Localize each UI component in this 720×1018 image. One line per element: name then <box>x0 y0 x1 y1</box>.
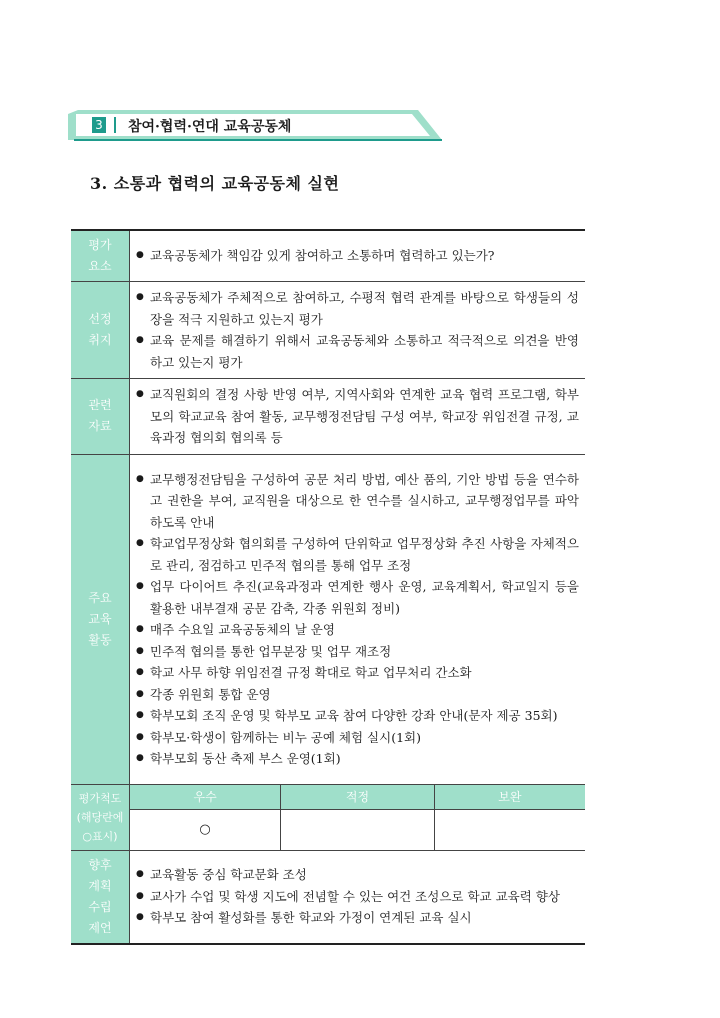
list-item: ● 교직원회의 결정 사항 반영 여부, 지역사회와 연계한 교육 협력 프로그램, 학부모의 학교교육 참여 활동, 교무행정전담팀 구성 여부, 학교장 위임전결 규정, 교육과정 협의회 협의록 등 <box>136 384 579 449</box>
list-item: ● 교육공동체가 책임감 있게 참여하고 소통하며 협력하고 있는가? <box>136 245 579 267</box>
list-item: ● 교무행정전담팀을 구성하여 공문 처리 방법, 예산 품의, 기안 방법 등을 연수하고 권한을 부여, 교직원을 대상으로 한 연수를 실시하고, 교무행정업무를 파악하도록 안내 <box>136 469 579 534</box>
list-item: ● 학부모회 조직 운영 및 학부모 교육 참여 다양한 강좌 안내(문자 제공 35회) <box>136 705 579 727</box>
list-item: ● 매주 수요일 교육공동체의 날 운영 <box>136 619 579 641</box>
table-row <box>71 230 585 282</box>
row-content <box>130 230 586 282</box>
rating-content <box>130 784 586 850</box>
row-label: 주요 교육 활동 <box>71 454 130 784</box>
page-heading: 3. 소통과 협력의 교육공동체 실현 <box>90 174 340 193</box>
table-row <box>71 454 585 784</box>
row-content <box>130 379 586 455</box>
list-item: ● 학교업무정상화 협의회를 구성하여 단위학교 업무정상화 추진 사항을 자체적으로 관리, 점검하고 민주적 협의를 통해 업무 조정 <box>136 533 579 576</box>
section-title: 참여·협력·연대 교육공동체 <box>128 119 292 135</box>
row-label: 향후 계획 수립 제언 <box>71 850 130 944</box>
table-row <box>71 379 585 455</box>
rating-label: 평가척도 (해당란에 ○표시) <box>71 784 130 850</box>
rating-header-adequate: 적정 <box>281 785 435 810</box>
table-row <box>71 850 585 944</box>
list-item: ● 학부모 참여 활성화를 통한 학교와 가정이 연계된 교육 실시 <box>136 907 579 929</box>
rating-value-excellent: ○ <box>199 822 211 837</box>
list-item: ● 교사가 수업 및 학생 지도에 전념할 수 있는 여건 조성으로 학교 교육력 향상 <box>136 886 579 908</box>
row-label: 평가 요소 <box>71 230 130 282</box>
row-content <box>130 850 586 944</box>
section-banner <box>68 110 442 142</box>
list-item: ● 각종 위원회 통합 운영 <box>136 684 579 706</box>
table-row <box>71 282 585 379</box>
rating-value-improve <box>434 809 585 850</box>
list-item: ● 교육공동체가 주체적으로 참여하고, 수평적 협력 관계를 바탕으로 학생들의 성장을 적극 지원하고 있는지 평가 <box>136 287 579 330</box>
list-item: ● 업무 다이어트 추진(교육과정과 연계한 행사 운영, 교육계획서, 학교일지 등을 활용한 내부결재 공문 감축, 각종 위원회 정비) <box>136 576 579 619</box>
rating-header-improve: 보완 <box>434 785 585 810</box>
rating-scale-table <box>130 785 585 850</box>
list-item: ● 학부모·학생이 함께하는 비누 공예 체험 실시(1회) <box>136 727 579 749</box>
list-item: ● 학교 사무 하향 위임전결 규정 확대로 학교 업무처리 간소화 <box>136 662 579 684</box>
row-content <box>130 282 586 379</box>
row-content <box>130 454 586 784</box>
row-label: 선정 취지 <box>71 282 130 379</box>
row-label: 관련 자료 <box>71 379 130 455</box>
list-item: ● 교육 문제를 해결하기 위해서 교육공동체와 소통하고 적극적으로 의견을 반영하고 있는지 평가 <box>136 330 579 373</box>
rating-header-excellent: 우수 <box>130 785 281 810</box>
list-item: ● 민주적 협의를 통한 업무분장 및 업무 재조정 <box>136 641 579 663</box>
rating-value-adequate <box>281 809 435 850</box>
section-number: 3 <box>91 116 107 134</box>
list-item: ● 교육활동 중심 학교문화 조성 <box>136 864 579 886</box>
list-item: ● 학부모회 동산 축제 부스 운영(1회) <box>136 748 579 770</box>
rating-row <box>71 784 585 850</box>
evaluation-table <box>71 229 585 945</box>
